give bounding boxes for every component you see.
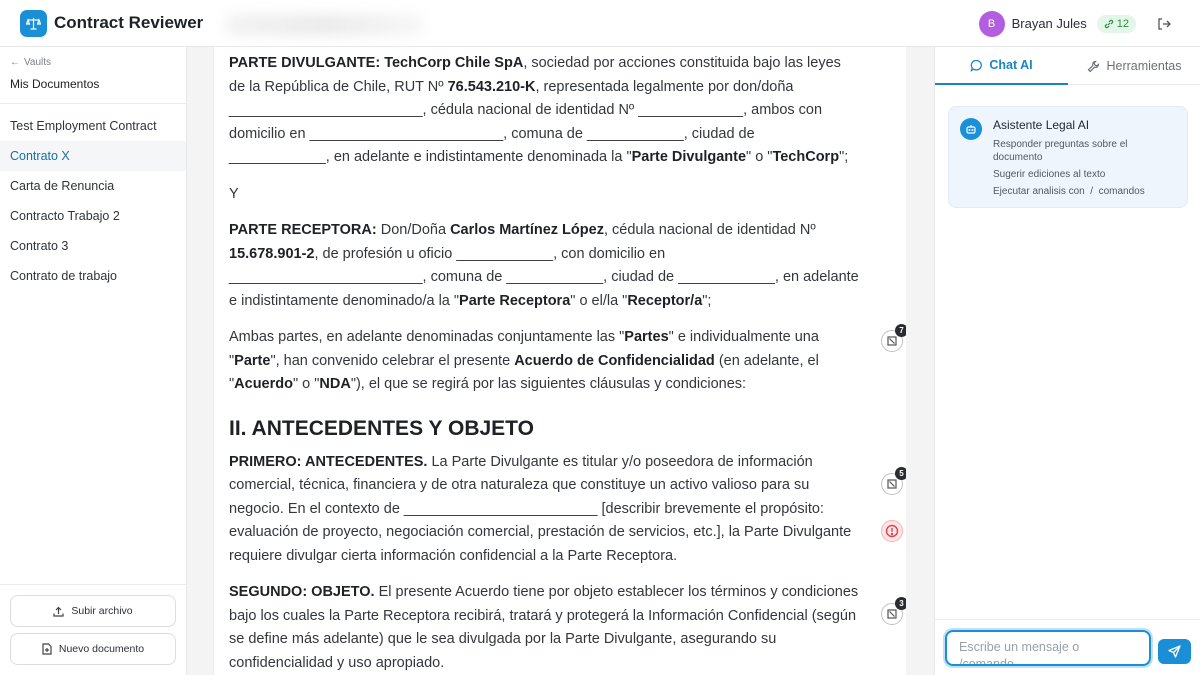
send-message-button[interactable]	[1158, 639, 1191, 664]
edit-suggestion-marker[interactable]	[881, 326, 904, 352]
tab-herramientas[interactable]: Herramientas	[1068, 47, 1200, 85]
paragraph-ambas-partes[interactable]: Ambas partes, en adelante denominadas conjuntamente las "Partes" e individualmente una "Parte", han convenido celebrar el presente Acuerdo de Confidencialidad (en adelante, el "Acuerdo" o "NDA"), el que se regirá por las siguientes cláusulas y condiciones:	[229, 329, 819, 392]
edit-suggestion-icon	[887, 336, 897, 346]
section-heading[interactable]: II. ANTECEDENTES Y OBJETO	[229, 416, 534, 440]
conjunction[interactable]: Y	[229, 185, 239, 202]
sidebar-title: Mis Documentos	[10, 77, 100, 91]
edit-suggestion-marker[interactable]	[881, 469, 904, 495]
risk-alert-marker[interactable]	[881, 520, 903, 542]
document-item[interactable]: Contracto Trabajo 2	[10, 209, 120, 223]
credits-count: 12	[1116, 17, 1129, 30]
document-list	[0, 111, 186, 291]
assistant-title: Asistente Legal AI	[993, 118, 1090, 132]
document-item[interactable]: Carta de Renuncia	[10, 179, 115, 193]
annotation-column	[873, 47, 906, 675]
paragraph-parte-receptora[interactable]: PARTE RECEPTORA: Don/Doña Carlos Martínez López, cédula nacional de identidad Nº 15.678.901-2, de profesión u oficio ____________, con domicilio en ________________________, comuna de ____________, ciudad de ____________, en adelante e indistintamente denominado/a la "Parte Receptora" o el/la "Receptor/a";	[229, 222, 859, 309]
user-avatar[interactable]: B	[979, 11, 1005, 37]
edit-suggestion-icon	[887, 479, 897, 489]
arrow-left-icon: ←	[10, 57, 20, 68]
app-title: Contract Reviewer	[54, 13, 204, 32]
scales-logo-icon	[20, 10, 47, 37]
chat-composer	[945, 630, 1151, 666]
blurred-header-content	[225, 14, 425, 36]
link-icon	[1104, 19, 1114, 29]
divider	[935, 619, 1200, 620]
user-name: Brayan Jules	[1011, 16, 1087, 31]
new-document-button[interactable]: Nuevo documento	[10, 633, 176, 665]
paragraph-primero[interactable]: PRIMERO: ANTECEDENTES. La Parte Divulgante es titular y/o poseedora de información comercial, técnica, financiera y de otra naturaleza que constituye un activo valioso para su negocio. En el contexto de ________________________ [describir brevemente el propósito: evaluación de proyecto, negociación comercial, prestación de servicios, etc.], la Parte Divulgante requiere divulgar cierta información confidencial a la Parte Receptora.	[229, 453, 852, 564]
suggestion-count-badge: 3	[895, 597, 908, 610]
edit-suggestion-marker[interactable]	[881, 599, 904, 625]
divider	[0, 103, 186, 104]
upload-icon	[53, 606, 64, 617]
logout-icon	[1157, 17, 1171, 31]
suggestion-count-badge: 7	[895, 324, 908, 337]
document-editor[interactable]	[213, 47, 873, 675]
paragraph-parte-divulgante[interactable]: PARTE DIVULGANTE: TechCorp Chile SpA, sociedad por acciones constituida bajo las leyes de la República de Chile, RUT Nº 76.543.210-K, representada legalmente por don/doña ________________________, cédula nacional de identidad Nº _____________, ambos con domicilio en ________________________, comuna de ____________, ciudad de ____________, en adelante e indistintamente denominada la "Parte Divulgante" o "TechCorp";	[229, 55, 849, 165]
panel-tabs	[935, 47, 1200, 85]
documents-sidebar	[0, 47, 187, 675]
left-gutter	[187, 47, 213, 675]
wrench-icon	[1087, 60, 1100, 73]
assistant-capability: Sugerir ediciones al texto	[993, 169, 1106, 180]
document-item[interactable]: Test Employment Contract	[10, 119, 157, 133]
document-item[interactable]: Contrato 3	[10, 239, 69, 253]
edit-suggestion-icon	[887, 609, 897, 619]
document-item-active[interactable]: Contrato X	[0, 141, 186, 171]
robot-icon	[960, 118, 982, 140]
assistant-capability: Ejecutar analisis con / comandos	[993, 186, 1145, 197]
chat-message-input[interactable]	[947, 632, 1149, 664]
assistant-capability: Responder preguntas sobre el documento	[993, 139, 1128, 163]
app-header	[0, 0, 1200, 47]
logout-button[interactable]	[1156, 16, 1172, 32]
new-file-icon	[42, 643, 52, 655]
assistant-panel	[934, 47, 1200, 675]
assistant-intro-card	[948, 106, 1188, 208]
right-gutter	[906, 47, 934, 675]
document-item[interactable]: Contrato de trabajo	[10, 269, 118, 283]
upload-file-button[interactable]: Subir archivo	[10, 595, 176, 627]
send-icon	[1168, 645, 1181, 658]
tab-chat-ai[interactable]: Chat AI	[935, 47, 1068, 85]
divider	[0, 584, 186, 585]
suggestion-count-badge: 5	[895, 467, 908, 480]
chat-icon	[970, 59, 983, 72]
back-to-vaults-link[interactable]: ← Vaults	[10, 57, 52, 68]
paragraph-segundo[interactable]: SEGUNDO: OBJETO. El presente Acuerdo tiene por objeto establecer los términos y condiciones bajo los cuales la Parte Receptora recibirá, tratará y protegerá la Información Confidencial (según se define más adelante) que le sea divulgada por la Parte Divulgante, asegurando su confidencialidad y uso apropiado.	[229, 584, 859, 671]
alert-icon	[885, 524, 899, 538]
credits-badge	[1097, 15, 1136, 33]
